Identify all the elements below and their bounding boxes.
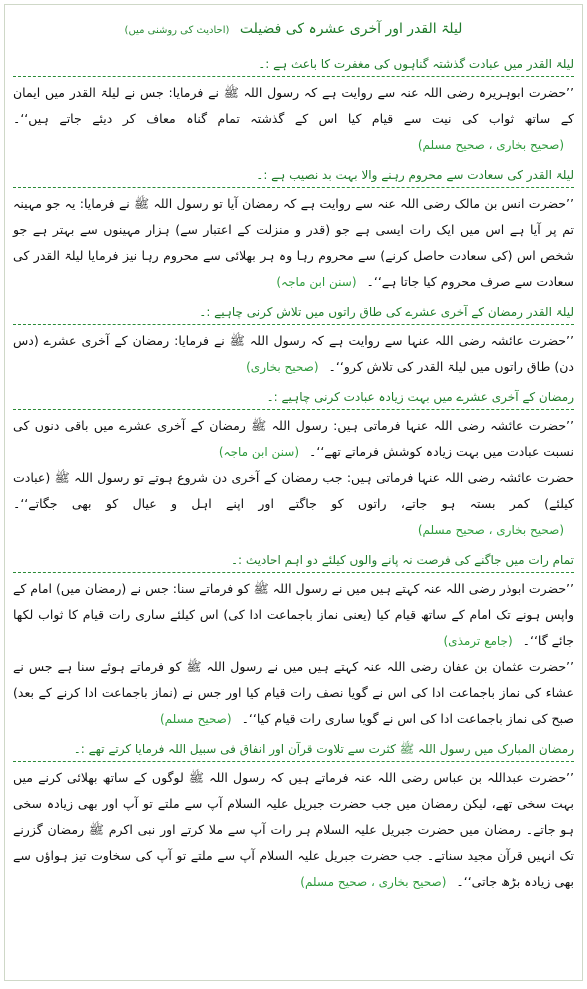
hadith-paragraph [13, 654, 574, 732]
hadith-reference: (صحیح بخاری) [246, 360, 319, 374]
hadith-paragraph [13, 465, 574, 543]
dashed-divider [13, 187, 574, 188]
hadith-reference: (جامع ترمذی) [443, 634, 513, 648]
dashed-divider [13, 572, 574, 573]
hadith-text: ’’حضرت ابوہریرہ رضی اللہ عنہ سے روایت ہے کہ رسول اللہ ﷺ نے فرمایا: جس نے لیلۃ القدر میں ایمان کے ساتھ ثواب کی نیت سے قیام کیا اس کے گذشتہ تمام گناہ معاف کر دیئے جاتے ہیں‘‘۔ [13, 85, 574, 126]
hadith-reference: (صحیح بخاری ، صحیح مسلم) [300, 875, 447, 889]
hadith-text: ’’حضرت ابوذر رضی اللہ عنہ کہتے ہیں میں نے رسول اللہ ﷺ کو فرماتے سنا: جس نے (رمضان میں) امام کے واپس ہونے تک امام کے ساتھ قیام کیا (یعنی نماز باجماعت ادا کی) اس کیلئے ساری رات قیام کا ثواب لکھا جائے گا‘‘۔ [13, 581, 574, 648]
title-subtitle: (احادیث کی روشنی میں) [124, 25, 230, 36]
hadith-reference: (صحیح بخاری ، صحیح مسلم) [417, 523, 564, 537]
section-gap [13, 895, 574, 901]
hadith-paragraph [13, 576, 574, 654]
hadith-text: ’’حضرت عبداللہ بن عباس رضی اللہ عنہ فرماتے ہیں کہ رسول اللہ ﷺ لوگوں کے ساتھ بھلائی کرنے میں بہت سخی تھے، لیکن رمضان میں جب حضرت جبریل علیہ السلام آپ سے ملتے تو آپ اور بھی زیادہ سخی ہو جاتے۔ رمضان میں حضرت جبریل علیہ السلام ہر رات آپ سے ملا کرتے اور نبی اکرم ﷺ رمضان گزرنے تک انہیں قرآن مجید سناتے۔ جب حضرت جبریل علیہ السلام آپ سے ملتے تو آپ کی سخاوت تیز ہواؤں سے بھی زیادہ بڑھ جاتی‘‘۔ [13, 770, 574, 889]
hadith-paragraph [13, 191, 574, 295]
section [13, 549, 574, 738]
dashed-divider [13, 324, 574, 325]
hadith-text: حضرت عائشہ رضی اللہ عنہا فرماتی ہیں: جب رمضان کے آخری دن شروع ہوتے تو رسول اللہ ﷺ (عبادت کیلئے) کمر بستہ ہو جاتے، راتوں کو جاگتے اور اپنے اہل و عیال کو بھی جگاتے‘‘۔ [13, 470, 574, 511]
section [13, 738, 574, 901]
section-heading: رمضان المبارک میں رسول اللہ ﷺ کثرت سے تلاوت قرآن اور انفاق فی سبیل اللہ فرمایا کرتے تھے :۔ [73, 742, 574, 756]
dashed-divider [13, 761, 574, 762]
hadith-text: ’’حضرت عثمان بن عفان رضی اللہ عنہ کہتے ہیں میں نے رسول اللہ ﷺ کو فرماتے ہوئے سنا ہے جس نے عشاء کی نماز باجماعت ادا کی اس نے گویا نصف رات قیام کیا اور جس نے (نماز باجماعت ادا کرنے کے بعد) صبح کی نماز باجماعت ادا کی اس نے گویا ساری رات قیام کیا‘‘۔ [13, 659, 574, 726]
section [13, 386, 574, 549]
document-page [4, 4, 583, 981]
hadith-paragraph [13, 765, 574, 895]
section [13, 53, 574, 164]
section-heading: لیلۃ القدر کی سعادت سے محروم رہنے والا بہت بد نصیب ہے :۔ [256, 168, 574, 182]
document-body [13, 53, 574, 901]
dashed-divider [13, 409, 574, 410]
section-heading: لیلۃ القدر میں عبادت گذشتہ گناہوں کی مغفرت کا باعث ہے :۔ [258, 57, 574, 71]
hadith-paragraph [13, 328, 574, 380]
dashed-divider [13, 76, 574, 77]
page-title [5, 5, 582, 39]
hadith-paragraph [13, 80, 574, 158]
hadith-text: ’’حضرت انس بن مالک رضی اللہ عنہ سے روایت ہے کہ رمضان آیا تو رسول اللہ ﷺ نے فرمایا: یہ جو مہینہ تم پر آیا ہے اس میں ایک رات ایسی ہے جو (قدر و منزلت کے اعتبار سے) ہزار مہینوں سے بہتر ہے جو شخص اس (کی سعادت حاصل کرنے) سے محروم رہا وہ ہر بھلائی سے محروم رہا نیز فرمایا لیلۃ القدر کی سعادت سے صرف محروم کیا جاتا ہے‘‘۔ [13, 196, 574, 289]
hadith-reference: (صحیح مسلم) [159, 712, 232, 726]
section-heading: لیلۃ القدر رمضان کے آخری عشرے کی طاق راتوں میں تلاش کرنی چاہیے :۔ [199, 305, 574, 319]
section [13, 301, 574, 386]
section-heading: تمام رات میں جاگنے کی فرصت نہ پانے والوں کیلئے دو اہم احادیث :۔ [231, 553, 574, 567]
hadith-paragraph [13, 413, 574, 465]
section-heading: رمضان کے آخری عشرے میں بہت زیادہ عبادت کرنی چاہیے :۔ [266, 390, 574, 404]
title-text: لیلۃ القدر اور آخری عشرہ کی فضیلت [239, 21, 463, 37]
hadith-reference: (صحیح بخاری ، صحیح مسلم) [417, 138, 564, 152]
hadith-text: ’’حضرت عائشہ رضی اللہ عنہا فرماتی ہیں: رسول اللہ ﷺ رمضان کے آخری عشرے میں باقی دنوں کی نسبت عبادت میں بہت زیادہ کوشش فرماتے تھے‘‘۔ [13, 418, 574, 459]
section [13, 164, 574, 301]
hadith-reference: (سنن ابن ماجہ) [276, 275, 357, 289]
hadith-reference: (سنن ابن ماجہ) [218, 445, 300, 459]
hadith-text: ’’حضرت عائشہ رضی اللہ عنہا سے روایت ہے کہ رسول اللہ ﷺ نے فرمایا: رمضان کے آخری عشرے (دس دن) طاق راتوں میں لیلۃ القدر کی تلاش کرو‘‘۔ [13, 333, 574, 374]
